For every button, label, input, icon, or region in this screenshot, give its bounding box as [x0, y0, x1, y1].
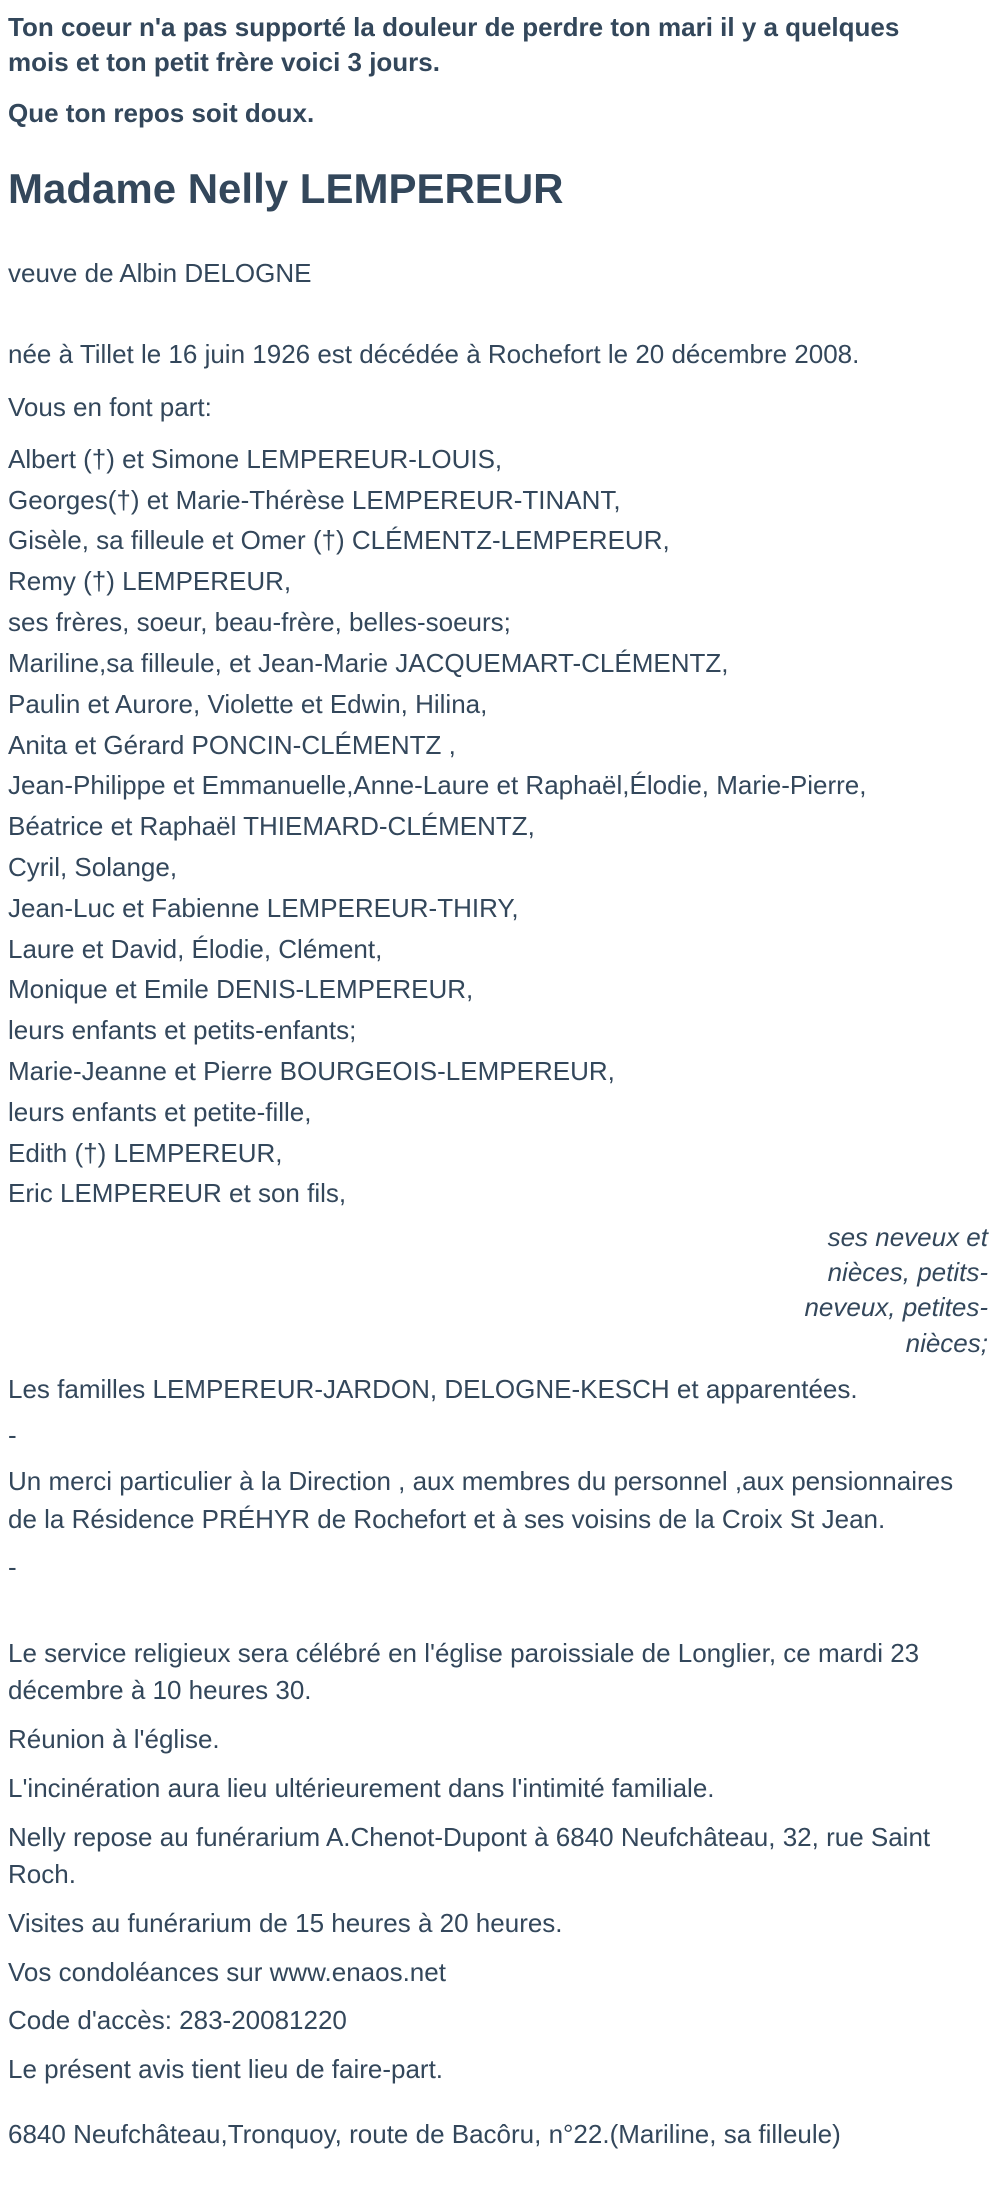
- thanks-paragraph: Un merci particulier à la Direction , aux membres du personnel ,aux pensionnaires de la Résidence PRÉHYR de Rochefort et à ses voisins de la Croix St Jean.: [8, 1466, 954, 1535]
- family-line: Eric LEMPEREUR et son fils,: [8, 1178, 347, 1209]
- deceased-name-title: Madame Nelly LEMPEREUR: [8, 165, 564, 213]
- service-line-religious: Le service religieux sera célébré en l'église paroissiale de Longlier, ce mardi 23 décembre à 10 heures 30.: [8, 1638, 920, 1706]
- life-dates-line: née à Tillet le 16 juin 1926 est décédée à Rochefort le 20 décembre 2008.: [8, 338, 860, 369]
- family-line: leurs enfants et petite-fille,: [8, 1096, 312, 1127]
- family-line: Béatrice et Raphaël THIEMARD-CLÉMENTZ,: [8, 811, 535, 842]
- intro-condolence-text: Ton coeur n'a pas supporté la douleur de perdre ton mari il y a quelques mois et ton petit frère voici 3 jours.: [8, 12, 900, 78]
- family-line: leurs enfants et petits-enfants;: [8, 1015, 357, 1046]
- family-line: Mariline,sa filleule, et Jean-Marie JACQUEMART-CLÉMENTZ,: [8, 647, 729, 678]
- family-line: Marie-Jeanne et Pierre BOURGEOIS-LEMPEREUR,: [8, 1056, 615, 1087]
- intro-rest-text: Que ton repos soit doux.: [8, 98, 315, 129]
- service-section: [8, 1635, 988, 2088]
- family-line: ses frères, soeur, beau-frère, belles-soeurs;: [8, 607, 511, 638]
- service-line-funerarium: Nelly repose au funérarium A.Chenot-Dupont à 6840 Neufchâteau, 32, rue Saint Roch.: [8, 1821, 931, 1889]
- family-line: Jean-Philippe et Emmanuelle,Anne-Laure et Raphaël,Élodie, Marie-Pierre,: [8, 770, 867, 801]
- family-line: Georges(†) et Marie-Thérèse LEMPEREUR-TINANT,: [8, 484, 621, 515]
- family-list: [8, 439, 988, 1214]
- family-line: Anita et Gérard PONCIN-CLÉMENTZ ,: [8, 729, 456, 760]
- footer-address: 6840 Neufchâteau,Tronquoy, route de Bacôru, n°22.(Mariline, sa filleule): [8, 2119, 841, 2150]
- family-line: Laure et David, Élodie, Clément,: [8, 933, 383, 964]
- family-line: Remy (†) LEMPEREUR,: [8, 566, 292, 597]
- service-line-faire-part: Le présent avis tient lieu de faire-part.: [8, 2054, 444, 2085]
- family-line: Cyril, Solange,: [8, 851, 178, 882]
- family-line: Monique et Emile DENIS-LEMPEREUR,: [8, 974, 474, 1005]
- family-line: Albert (†) et Simone LEMPEREUR-LOUIS,: [8, 443, 503, 474]
- family-line: Edith (†) LEMPEREUR,: [8, 1137, 283, 1168]
- service-line-visites: Visites au funérarium de 15 heures à 20 heures.: [8, 1907, 563, 1938]
- service-line-access-code: Code d'accès: 283-20081220: [8, 2005, 347, 2036]
- relatives-note: ses neveux et nièces, petits-neveux, petites-nièces;: [804, 1222, 988, 1358]
- widow-subtitle: veuve de Albin DELOGNE: [8, 257, 312, 288]
- service-line-reunion: Réunion à l'église.: [8, 1724, 220, 1755]
- separator-dash: -: [8, 1551, 17, 1582]
- families-line: Les familles LEMPEREUR-JARDON, DELOGNE-KESCH et apparentées.: [8, 1373, 858, 1404]
- separator-dash: -: [8, 1420, 17, 1451]
- service-line-incineration: L'incinération aura lieu ultérieurement dans l'intimité familiale.: [8, 1772, 715, 1803]
- family-line: Gisèle, sa filleule et Omer (†) CLÉMENTZ-LEMPEREUR,: [8, 525, 670, 556]
- family-line: Paulin et Aurore, Violette et Edwin, Hilina,: [8, 688, 488, 719]
- announcement-lead: Vous en font part:: [8, 391, 212, 422]
- family-line: Jean-Luc et Fabienne LEMPEREUR-THIRY,: [8, 892, 519, 923]
- intro-section: [8, 10, 988, 131]
- service-line-condoleances-website: Vos condoléances sur www.enaos.net: [8, 1956, 446, 1987]
